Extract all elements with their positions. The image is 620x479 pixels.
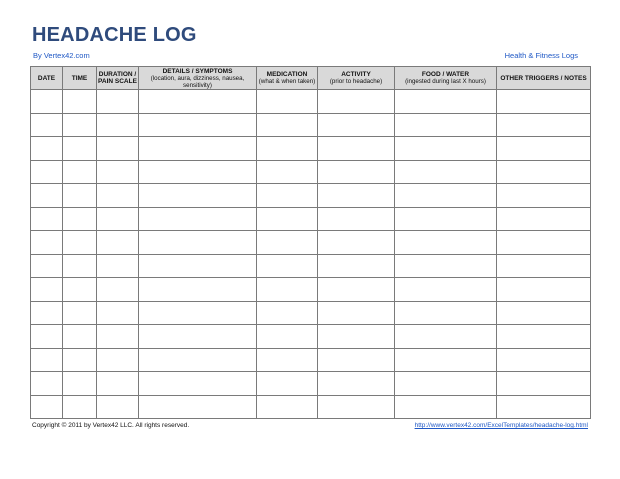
table-cell[interactable] [31, 231, 63, 255]
table-cell[interactable] [395, 395, 497, 419]
table-cell[interactable] [31, 348, 63, 372]
table-cell[interactable] [257, 278, 318, 302]
table-cell[interactable] [497, 207, 591, 231]
table-cell[interactable] [257, 254, 318, 278]
table-cell[interactable] [395, 325, 497, 349]
table-cell[interactable] [257, 348, 318, 372]
table-cell[interactable] [97, 348, 139, 372]
page-title: HEADACHE LOG [32, 24, 197, 46]
table-cell[interactable] [63, 137, 97, 161]
table-cell[interactable] [31, 372, 63, 396]
table-cell[interactable] [97, 207, 139, 231]
table-body [31, 90, 591, 419]
table-cell[interactable] [139, 113, 257, 137]
table-cell[interactable] [257, 113, 318, 137]
table-row [31, 395, 591, 419]
table-row [31, 254, 591, 278]
table-cell[interactable] [497, 160, 591, 184]
table-cell[interactable] [497, 325, 591, 349]
table-cell[interactable] [31, 207, 63, 231]
table-cell[interactable] [497, 254, 591, 278]
table-cell[interactable] [318, 207, 395, 231]
table-cell[interactable] [97, 231, 139, 255]
table-cell[interactable] [257, 137, 318, 161]
copyright-text: Copyright © 2011 by Vertex42 LLC. All rights reserved. [32, 422, 190, 429]
table-cell[interactable] [497, 372, 591, 396]
table-cell[interactable] [31, 90, 63, 114]
table-cell[interactable] [97, 301, 139, 325]
header-row [31, 67, 591, 90]
table-cell[interactable] [395, 207, 497, 231]
table-cell[interactable] [139, 184, 257, 208]
table-cell[interactable] [257, 207, 318, 231]
table-cell[interactable] [395, 90, 497, 114]
table-cell[interactable] [63, 113, 97, 137]
table-cell[interactable] [497, 348, 591, 372]
table-cell[interactable] [497, 231, 591, 255]
table-cell[interactable] [318, 113, 395, 137]
column-header-food-water: FOOD / WATER (ingested during last X hours) [395, 67, 497, 90]
table-cell[interactable] [63, 348, 97, 372]
table-cell[interactable] [497, 90, 591, 114]
table-cell[interactable] [257, 325, 318, 349]
table-cell[interactable] [31, 301, 63, 325]
table-cell[interactable] [31, 137, 63, 161]
table-cell[interactable] [318, 137, 395, 161]
table-cell[interactable] [97, 325, 139, 349]
table-cell[interactable] [139, 301, 257, 325]
table-cell[interactable] [395, 231, 497, 255]
table-cell[interactable] [497, 137, 591, 161]
table-cell[interactable] [97, 137, 139, 161]
table-cell[interactable] [318, 325, 395, 349]
table-row [31, 113, 591, 137]
table-cell[interactable] [31, 113, 63, 137]
table-cell[interactable] [395, 254, 497, 278]
table-cell[interactable] [395, 348, 497, 372]
table-row [31, 278, 591, 302]
table-cell[interactable] [257, 160, 318, 184]
table-cell[interactable] [257, 372, 318, 396]
table-cell[interactable] [497, 395, 591, 419]
column-header-duration: DURATION / PAIN SCALE [97, 67, 139, 90]
table-cell[interactable] [97, 395, 139, 419]
table-cell[interactable] [139, 137, 257, 161]
table-cell[interactable] [497, 184, 591, 208]
table-cell[interactable] [63, 231, 97, 255]
table-cell[interactable] [497, 301, 591, 325]
column-header-activity: ACTIVITY (prior to headache) [318, 67, 395, 90]
column-header-date: DATE [31, 67, 63, 90]
byline: By Vertex42.com [33, 51, 90, 60]
column-header-medication: MEDICATION (what & when taken) [257, 67, 318, 90]
table-cell[interactable] [97, 254, 139, 278]
table-cell[interactable] [139, 160, 257, 184]
table-cell[interactable] [395, 184, 497, 208]
table-cell[interactable] [395, 301, 497, 325]
table-cell[interactable] [257, 231, 318, 255]
column-header-details: DETAILS / SYMPTOMS (location, aura, dizziness, nausea, sensitivity) [139, 67, 257, 90]
table-cell[interactable] [395, 160, 497, 184]
table-cell[interactable] [318, 184, 395, 208]
table-cell[interactable] [318, 160, 395, 184]
table-cell[interactable] [395, 137, 497, 161]
table-cell[interactable] [139, 325, 257, 349]
table-cell[interactable] [257, 184, 318, 208]
table-row [31, 372, 591, 396]
table-cell[interactable] [139, 90, 257, 114]
table-cell[interactable] [318, 278, 395, 302]
table-cell[interactable] [31, 325, 63, 349]
table-cell[interactable] [97, 90, 139, 114]
table-cell[interactable] [97, 184, 139, 208]
table-row [31, 231, 591, 255]
table-cell[interactable] [395, 278, 497, 302]
table-cell[interactable] [318, 90, 395, 114]
table-cell[interactable] [31, 254, 63, 278]
table-cell[interactable] [63, 254, 97, 278]
table-cell[interactable] [257, 301, 318, 325]
table-cell[interactable] [139, 231, 257, 255]
table-cell[interactable] [139, 254, 257, 278]
table-cell[interactable] [31, 278, 63, 302]
table-cell[interactable] [318, 348, 395, 372]
table-cell[interactable] [318, 254, 395, 278]
table-cell[interactable] [139, 278, 257, 302]
table-cell[interactable] [63, 372, 97, 396]
template-link[interactable]: http://www.vertex42.com/ExcelTemplates/headache-log.html [414, 422, 588, 429]
table-cell[interactable] [31, 160, 63, 184]
table-row [31, 137, 591, 161]
table-cell[interactable] [318, 231, 395, 255]
table-row [31, 348, 591, 372]
table-row [31, 207, 591, 231]
headache-log-table [30, 66, 591, 419]
table-cell[interactable] [395, 113, 497, 137]
column-header-other-triggers: OTHER TRIGGERS / NOTES [497, 67, 591, 90]
table-cell[interactable] [63, 90, 97, 114]
table-cell[interactable] [63, 207, 97, 231]
table-cell[interactable] [63, 184, 97, 208]
table-cell[interactable] [139, 372, 257, 396]
table-row [31, 301, 591, 325]
table-row [31, 325, 591, 349]
table-cell[interactable] [63, 278, 97, 302]
table-cell[interactable] [63, 325, 97, 349]
table-row [31, 184, 591, 208]
table-cell[interactable] [63, 301, 97, 325]
table-cell[interactable] [97, 113, 139, 137]
table-row [31, 90, 591, 114]
table-cell[interactable] [257, 395, 318, 419]
table-cell[interactable] [63, 160, 97, 184]
table-cell[interactable] [31, 184, 63, 208]
table-cell[interactable] [318, 301, 395, 325]
table-cell[interactable] [318, 395, 395, 419]
table-cell[interactable] [395, 372, 497, 396]
table-row [31, 160, 591, 184]
column-header-time: TIME [63, 67, 97, 90]
table-cell[interactable] [318, 372, 395, 396]
table-cell[interactable] [139, 395, 257, 419]
table-cell[interactable] [497, 113, 591, 137]
table-cell[interactable] [97, 278, 139, 302]
table-cell[interactable] [31, 395, 63, 419]
table-cell[interactable] [97, 372, 139, 396]
table-cell[interactable] [139, 348, 257, 372]
table-cell[interactable] [139, 207, 257, 231]
table-cell[interactable] [63, 395, 97, 419]
table-cell[interactable] [497, 278, 591, 302]
category-label: Health & Fitness Logs [504, 51, 578, 60]
table-cell[interactable] [257, 90, 318, 114]
table-cell[interactable] [97, 160, 139, 184]
